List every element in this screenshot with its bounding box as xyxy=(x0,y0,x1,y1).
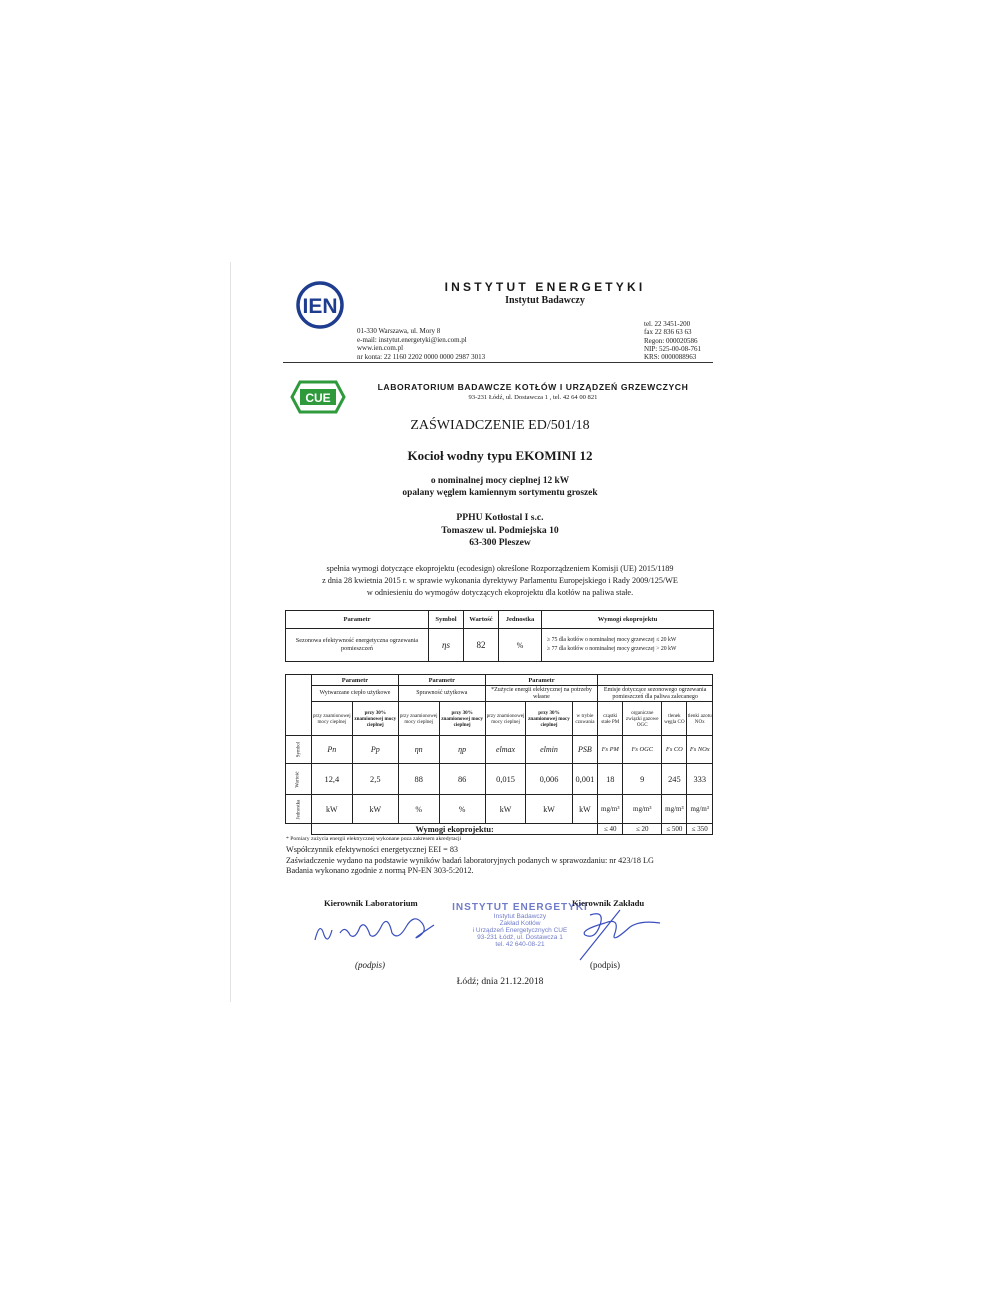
stamp-line: INSTYTUT ENERGETYKI xyxy=(452,902,588,913)
unit-cell: % xyxy=(499,629,542,662)
page-edge xyxy=(230,262,231,1002)
contact-line: NIP: 525-00-08-761 xyxy=(644,344,701,353)
value-cell: 12,4 xyxy=(312,764,353,795)
org-subtitle: Instytut Badawczy xyxy=(505,295,585,306)
col-label: organiczne związki gazowe OGC xyxy=(623,702,662,736)
value-cell: 245 xyxy=(662,764,687,795)
symbol-cell: Pn xyxy=(312,736,353,764)
sub-header: *Zużycie energii elektrycznej na potrzeby własne xyxy=(485,686,598,702)
address-line: 01-330 Warszawa, ul. Mory 8 xyxy=(357,327,441,335)
blank-cell xyxy=(286,824,312,835)
col-label: przy 30% znamionowej mocy cieplnej xyxy=(439,702,485,736)
col-label: w trybie czuwania xyxy=(572,702,598,736)
symbol-row xyxy=(286,736,713,764)
col-label: tlenek węgla CO xyxy=(662,702,687,736)
unit-cell: mg/m³ xyxy=(687,795,713,824)
value-cell: 0,015 xyxy=(485,764,526,795)
footnote: * Pomiary zużycia energii elektrycznej wykonane poza zakresem akredytacji xyxy=(286,836,462,842)
unit-cell: % xyxy=(398,795,439,824)
value-cell: 9 xyxy=(623,764,662,795)
sub-header: Wytwarzane ciepło użytkowe xyxy=(312,686,399,702)
row-label-text: Jednostka xyxy=(295,799,301,819)
requirement-value: ≤ 40 xyxy=(598,824,623,835)
group-header: Parametr xyxy=(485,675,598,686)
requirement-line: ≥ 75 dla kotłów o nominalnej mocy grzewczej ≤ 20 kW xyxy=(547,637,677,643)
ien-logo xyxy=(293,281,347,329)
row-label-text: Wartość xyxy=(295,770,301,788)
statement-line: w odniesieniu do wymogów dotyczących ekoprojektu dla kotłów na paliwa stałe. xyxy=(366,587,634,597)
dept-manager-title: Kierownik Zakładu xyxy=(572,898,645,908)
org-contact xyxy=(644,320,701,361)
col-label: tlenki azotu NOx xyxy=(687,702,713,736)
boiler-name: Kocioł wodny typu EKOMINI 12 xyxy=(407,448,593,463)
requirements-statement xyxy=(290,563,710,598)
value-cell: 0,001 xyxy=(572,764,598,795)
manufacturer-city: 63-300 Pleszew xyxy=(469,537,531,548)
stamp-line: tel. 42 640-08-21 xyxy=(495,941,545,948)
header-divider xyxy=(283,362,713,363)
row-label xyxy=(286,764,312,795)
lab-name: LABORATORIUM BADAWCZE KOTŁÓW I URZĄDZEŃ GRZEWCZYCH xyxy=(377,382,689,392)
org-address xyxy=(357,327,485,361)
address-line: nr konta: 22 1160 2202 0000 0000 2987 3013 xyxy=(357,352,486,361)
unit-cell: kW xyxy=(572,795,598,824)
row-label-text: Symbol xyxy=(296,741,301,758)
value-cell: 2,5 xyxy=(352,764,398,795)
contact-line: Regon: 000020586 xyxy=(644,336,698,345)
col-label: przy znamionowej mocy cieplnej xyxy=(485,702,526,736)
signature-caption: (podpis) xyxy=(355,960,385,970)
issue-date: Łódź; dnia 21.12.2018 xyxy=(456,976,544,987)
value-cell: 88 xyxy=(398,764,439,795)
manufacturer xyxy=(300,512,700,550)
contact-line: tel. 22 3451-200 xyxy=(644,320,691,328)
col-label: przy znamionowej mocy cieplnej xyxy=(312,702,353,736)
sub-header: Emisje dotyczące sezonowego ogrzewania pomieszczeń dla paliwa zalecanego xyxy=(598,686,713,702)
row-label xyxy=(286,736,312,764)
boiler-power xyxy=(300,475,700,499)
symbol-cell: ηp xyxy=(439,736,485,764)
value-cell: 18 xyxy=(598,764,623,795)
symbol-cell: Fs PM xyxy=(598,736,623,764)
lab-address: 93-231 Łódź, ul. Dostawcza 1 , tel. 42 64 00 821 xyxy=(468,394,598,401)
stamp-line: Instytut Badawczy xyxy=(493,913,547,920)
value-row xyxy=(286,764,713,795)
requirement-value: ≤ 20 xyxy=(623,824,662,835)
notes-block xyxy=(286,845,654,877)
requirement-cell xyxy=(542,629,714,662)
value-cell: 0,006 xyxy=(526,764,572,795)
contact-line: KRS: 0000088963 xyxy=(644,353,697,362)
col-label: cząstki stałe PM xyxy=(598,702,623,736)
symbol-cell: Fs CO xyxy=(662,736,687,764)
symbol-cell: elmin xyxy=(526,736,572,764)
parameters-table xyxy=(285,674,713,835)
unit-cell: kW xyxy=(312,795,353,824)
ien-logo-text: IEN xyxy=(302,295,338,318)
requirement-line: ≥ 77 dla kotłów o nominalnej mocy grzewczej > 20 kW xyxy=(547,646,677,652)
norm-line: Badania wykonano zgodnie z normą PN-EN 303-5:2012. xyxy=(286,866,474,875)
blank-header xyxy=(598,675,713,686)
col-label: przy 30% znamionowej mocy cieplnej xyxy=(526,702,572,736)
param-cell: Sezonowa efektywność energetyczna ogrzewania pomieszczeń xyxy=(286,629,429,662)
efficiency-table xyxy=(285,610,714,662)
requirement-value: ≤ 500 xyxy=(662,824,687,835)
statement-line: spełnia wymogi dotyczące ekoprojektu (ecodesign) określone Rozporządzeniem Komisji (UE) 2015/1189 xyxy=(326,564,674,573)
value-cell: 86 xyxy=(439,764,485,795)
symbol-cell: Pp xyxy=(352,736,398,764)
manufacturer-name: PPHU Kotłostal I s.c. xyxy=(456,512,544,523)
symbol-cell: Fs NOx xyxy=(687,736,713,764)
unit-row xyxy=(286,795,713,824)
cue-logo-text: CUE xyxy=(305,391,331,405)
symbol-cell: ηs xyxy=(429,629,464,662)
statement-line: z dnia 28 kwietnia 2015 r. w sprawie wykonania dyrektywy Parlamentu Europejskiego i Rady 2009/125/WE xyxy=(322,575,678,585)
symbol-cell: PSB xyxy=(572,736,598,764)
requirement-value: ≤ 350 xyxy=(687,824,713,835)
fuel-line: opalany węglem kamiennym sortymentu groszek xyxy=(402,488,598,498)
corner-cell xyxy=(286,675,312,736)
sub-header: Sprawność użytkowa xyxy=(398,686,485,702)
cue-logo xyxy=(290,380,346,414)
unit-cell: % xyxy=(439,795,485,824)
org-name: INSTYTUT ENERGETYKI xyxy=(444,280,646,294)
contact-line: fax 22 836 63 63 xyxy=(644,328,692,337)
group-header: Parametr xyxy=(312,675,399,686)
group-header: Parametr xyxy=(398,675,485,686)
stamp-line: 93-231 Łódź, ul. Dostawcza 1 xyxy=(477,934,563,941)
symbol-cell: elmax xyxy=(485,736,526,764)
value-cell: 82 xyxy=(464,629,499,662)
address-line: www.ien.com.pl xyxy=(357,344,404,353)
eei-line: Współczynnik efektywności energetycznej EEI = 83 xyxy=(286,845,459,854)
unit-cell: mg/m³ xyxy=(623,795,662,824)
certificate-title: ZAŚWIADCZENIE ED/501/18 xyxy=(410,418,590,433)
unit-cell: kW xyxy=(526,795,572,824)
unit-cell: kW xyxy=(485,795,526,824)
row-label xyxy=(286,795,312,824)
unit-cell: kW xyxy=(352,795,398,824)
col-header: Symbol xyxy=(429,611,464,629)
unit-cell: mg/m³ xyxy=(662,795,687,824)
col-header: Wymogi ekoprojektu xyxy=(542,611,714,629)
stamp-line: i Urządzeń Energetycznych CUE xyxy=(472,927,568,934)
col-header: Wartość xyxy=(464,611,499,629)
col-header: Jednostka xyxy=(499,611,542,629)
power-line: o nominalnej mocy cieplnej 12 kW xyxy=(430,476,570,486)
col-label: przy znamionowej mocy cieplnej xyxy=(398,702,439,736)
value-cell: 333 xyxy=(687,764,713,795)
requirements-label: Wymogi ekoprojektu: xyxy=(312,824,598,835)
symbol-cell: Fs OGC xyxy=(623,736,662,764)
address-line: e-mail: instytut.energetyki@ien.com.pl xyxy=(357,335,467,344)
basis-line: Zaświadczenie wydano na podstawie wyników badań laboratoryjnych podanych w sprawozdaniu: nr 423/18 LG xyxy=(286,855,654,865)
col-header: Parametr xyxy=(286,611,429,629)
col-label: przy 30% znamionowej mocy cieplnej xyxy=(352,702,398,736)
lab-manager-title: Kierownik Laboratorium xyxy=(324,898,418,908)
requirements-row xyxy=(286,824,713,835)
unit-cell: mg/m³ xyxy=(598,795,623,824)
symbol-cell: ηn xyxy=(398,736,439,764)
manufacturer-street: Tomaszew ul. Podmiejska 10 xyxy=(441,524,559,536)
stamp-line: Zakład Kotłów xyxy=(499,920,541,927)
signature-caption: (podpis) xyxy=(590,960,620,970)
